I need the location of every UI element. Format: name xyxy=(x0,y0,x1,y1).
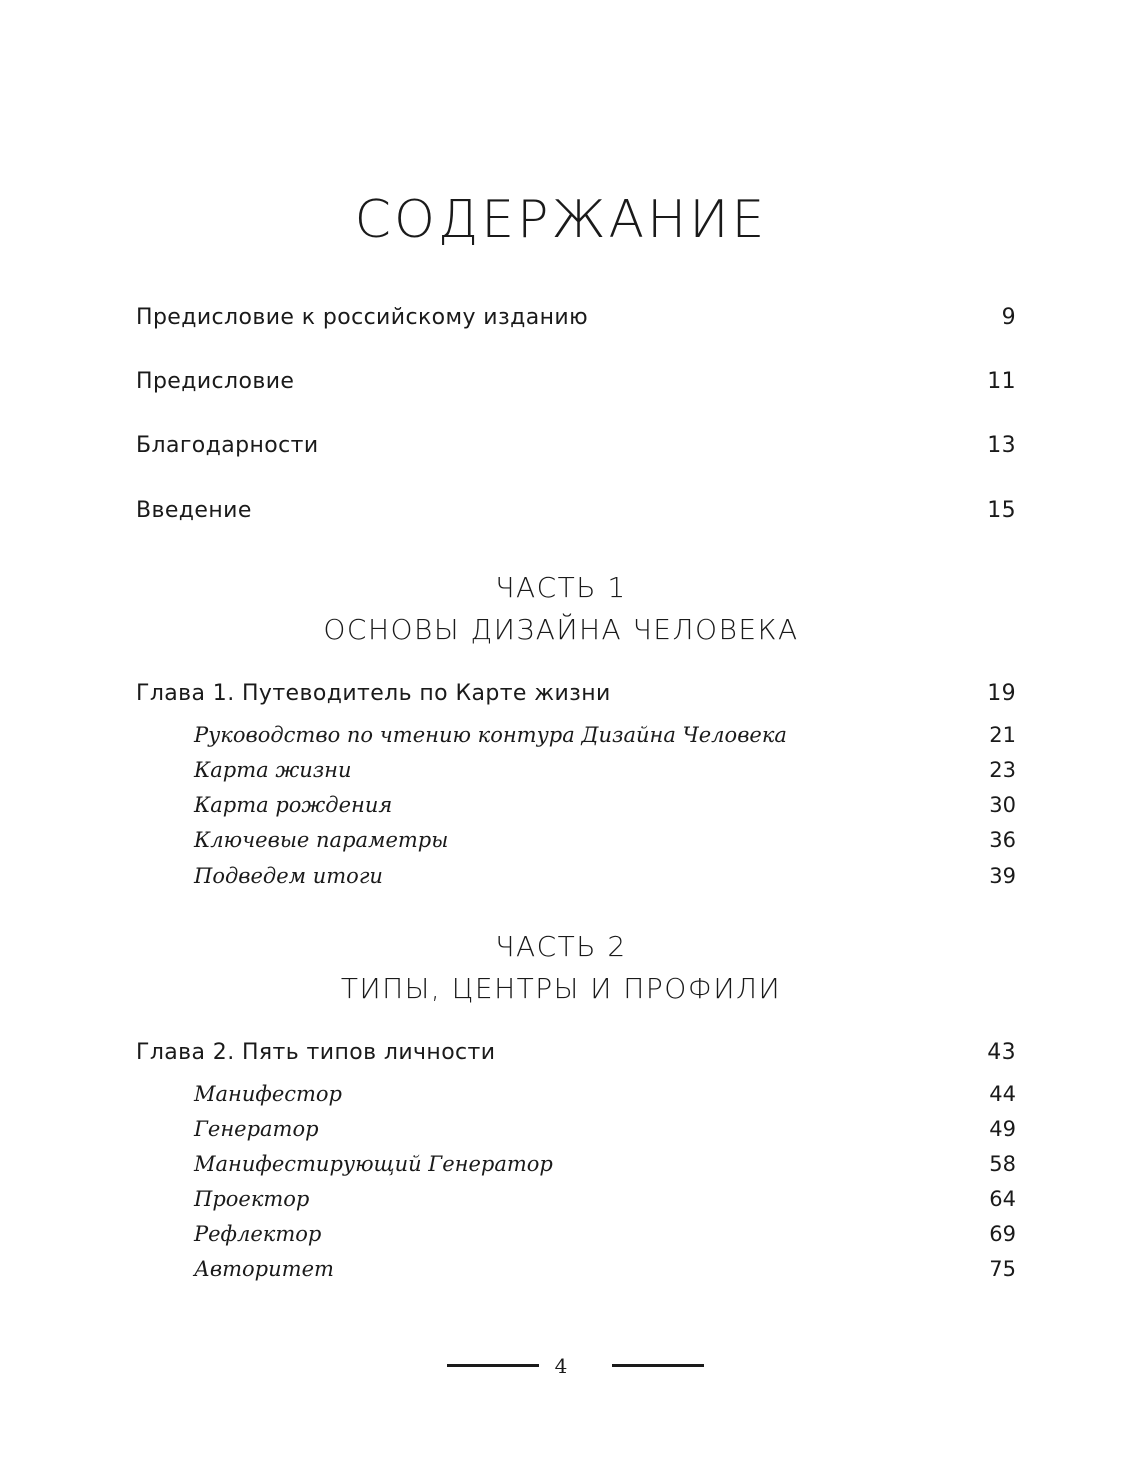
section-entry[interactable] xyxy=(194,1222,1016,1254)
part-label: ЧАСТЬ 2 xyxy=(495,930,627,963)
section-page: 69 xyxy=(989,1222,1016,1246)
section-page: 44 xyxy=(989,1082,1016,1106)
section-label: Ключевые параметры xyxy=(194,828,449,852)
section-label: Манифестирующий Генератор xyxy=(194,1152,553,1176)
toc-entry-page: 9 xyxy=(1001,305,1016,330)
toc-entry-label: Предисловие к российскому изданию xyxy=(136,305,588,330)
section-label: Проектор xyxy=(194,1187,310,1211)
section-label: Руководство по чтению контура Дизайна Человека xyxy=(194,723,787,747)
chapter-entry[interactable] xyxy=(136,1040,1016,1072)
toc-entry-page: 11 xyxy=(987,369,1016,394)
footer-rule-right xyxy=(612,1364,704,1367)
toc-entry[interactable] xyxy=(136,305,1016,337)
toc-entry-page: 15 xyxy=(987,498,1016,523)
toc-entry-label: Предисловие xyxy=(136,369,295,394)
section-label: Рефлектор xyxy=(194,1222,322,1246)
section-entry[interactable] xyxy=(194,793,1016,825)
section-entry[interactable] xyxy=(194,1152,1016,1184)
section-label: Генератор xyxy=(194,1117,319,1141)
section-label: Авторитет xyxy=(194,1257,334,1281)
section-entry[interactable] xyxy=(194,1187,1016,1219)
section-entry[interactable] xyxy=(194,758,1016,790)
section-page: 30 xyxy=(989,793,1016,817)
toc-entry-label: Благодарности xyxy=(136,433,319,458)
footer-rule-left xyxy=(447,1364,539,1367)
section-entry[interactable] xyxy=(194,1117,1016,1149)
section-label: Манифестор xyxy=(194,1082,343,1106)
section-page: 21 xyxy=(989,723,1016,747)
part-heading xyxy=(0,567,1122,651)
toc-entry[interactable] xyxy=(136,369,1016,401)
section-page: 23 xyxy=(989,758,1016,782)
toc-entry-page: 13 xyxy=(987,433,1016,458)
section-entry[interactable] xyxy=(194,864,1016,896)
toc-entry[interactable] xyxy=(136,498,1016,530)
toc-entry-label: Введение xyxy=(136,498,252,523)
page-footer xyxy=(0,1352,1122,1382)
chapter-label: Глава 2. Пять типов личности xyxy=(136,1040,496,1065)
section-page: 64 xyxy=(989,1187,1016,1211)
section-entry[interactable] xyxy=(194,1257,1016,1289)
chapter-entry[interactable] xyxy=(136,681,1016,713)
section-entry[interactable] xyxy=(194,1082,1016,1114)
part-heading xyxy=(0,926,1122,1010)
toc-entry[interactable] xyxy=(136,433,1016,465)
section-page: 49 xyxy=(989,1117,1016,1141)
part-title: ОСНОВЫ ДИЗАЙНА ЧЕЛОВЕКА xyxy=(323,613,799,646)
section-label: Подведем итоги xyxy=(194,864,383,888)
section-page: 36 xyxy=(989,828,1016,852)
section-entry[interactable] xyxy=(194,828,1016,860)
section-label: Карта рождения xyxy=(194,793,393,817)
section-page: 75 xyxy=(989,1257,1016,1281)
section-entry[interactable] xyxy=(194,723,1016,755)
page-title: СОДЕРЖАНИЕ xyxy=(354,190,768,250)
page-number: 4 xyxy=(554,1354,568,1378)
section-page: 39 xyxy=(989,864,1016,888)
part-label: ЧАСТЬ 1 xyxy=(495,571,627,604)
chapter-page: 19 xyxy=(987,681,1016,706)
chapter-page: 43 xyxy=(987,1040,1016,1065)
section-page: 58 xyxy=(989,1152,1016,1176)
chapter-label: Глава 1. Путеводитель по Карте жизни xyxy=(136,681,611,706)
part-title: ТИПЫ, ЦЕНТРЫ И ПРОФИЛИ xyxy=(340,972,782,1005)
section-label: Карта жизни xyxy=(194,758,352,782)
